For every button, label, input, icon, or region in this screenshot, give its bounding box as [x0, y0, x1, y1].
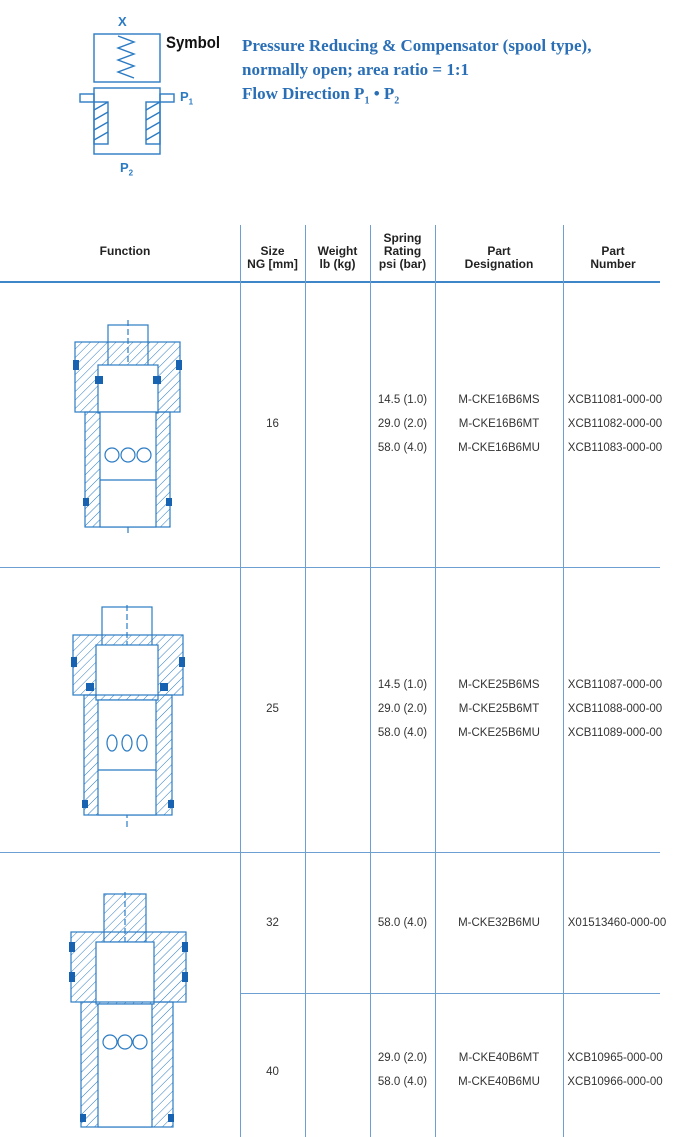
row-1-ratings: 14.5 (1.0) 29.0 (2.0) 58.0 (4.0) — [377, 394, 428, 454]
port-p2-label: $P_2$ — [120, 160, 134, 178]
header-size: Size NG [mm] — [247, 244, 298, 271]
port-p1-label: $P_1$ — [180, 89, 194, 107]
header-part-number: Part Number — [590, 244, 636, 271]
header-spring-rating: Spring Rating psi (bar) — [378, 231, 427, 271]
row-4-size: 40 — [266, 1066, 279, 1078]
row-1-size: 16 — [266, 418, 279, 430]
symbol-label: Symbol — [166, 33, 221, 52]
col-divider-1 — [240, 225, 241, 1137]
cross-section-ng25 — [68, 605, 188, 835]
row-1-numbers: XCB11081-000-00 XCB11082-000-00 XCB11083-000-00 — [567, 394, 663, 454]
title-line-1: Pressure Reducing & Compensator (spool type), — [242, 36, 592, 55]
row-divider-1 — [0, 567, 660, 568]
row-divider-2 — [0, 852, 660, 853]
port-x-label: X — [118, 14, 127, 29]
col-divider-2 — [305, 225, 306, 1137]
cross-section-ng16 — [70, 320, 185, 540]
row-4-ratings: 29.0 (2.0) 58.0 (4.0) — [377, 1052, 428, 1088]
row-2-numbers: XCB11087-000-00 XCB11088-000-00 XCB11089-000-00 — [567, 679, 663, 739]
row-3-numbers: X01513460-000-00 — [567, 917, 667, 929]
row-4-designations: M-CKE40B6MT M-CKE40B6MU — [458, 1052, 540, 1088]
title-line-3: Flow Direction $P_1$ • $P_2$ — [242, 84, 400, 107]
row-1-designations: M-CKE16B6MS M-CKE16B6MT M-CKE16B6MU — [458, 394, 540, 454]
cross-section-ng32-40 — [66, 892, 191, 1132]
row-4-numbers: XCB10965-000-00 XCB10966-000-00 — [567, 1052, 663, 1088]
product-title — [242, 34, 662, 113]
title-line-2: normally open; area ratio = 1:1 — [242, 60, 470, 79]
row-2-size: 25 — [266, 703, 279, 715]
row-divider-3 — [240, 993, 660, 994]
header-part-designation: Part Designation — [464, 244, 534, 271]
row-3-designations: M-CKE32B6MU — [458, 917, 540, 929]
row-2-ratings: 14.5 (1.0) 29.0 (2.0) 58.0 (4.0) — [377, 679, 428, 739]
header-function: Function — [99, 244, 151, 258]
header-divider — [0, 281, 660, 283]
header-weight: Weight lb (kg) — [317, 244, 358, 271]
row-3-ratings: 58.0 (4.0) — [377, 917, 428, 929]
row-2-designations: M-CKE25B6MS M-CKE25B6MT M-CKE25B6MU — [458, 679, 540, 739]
row-3-size: 32 — [266, 917, 279, 929]
